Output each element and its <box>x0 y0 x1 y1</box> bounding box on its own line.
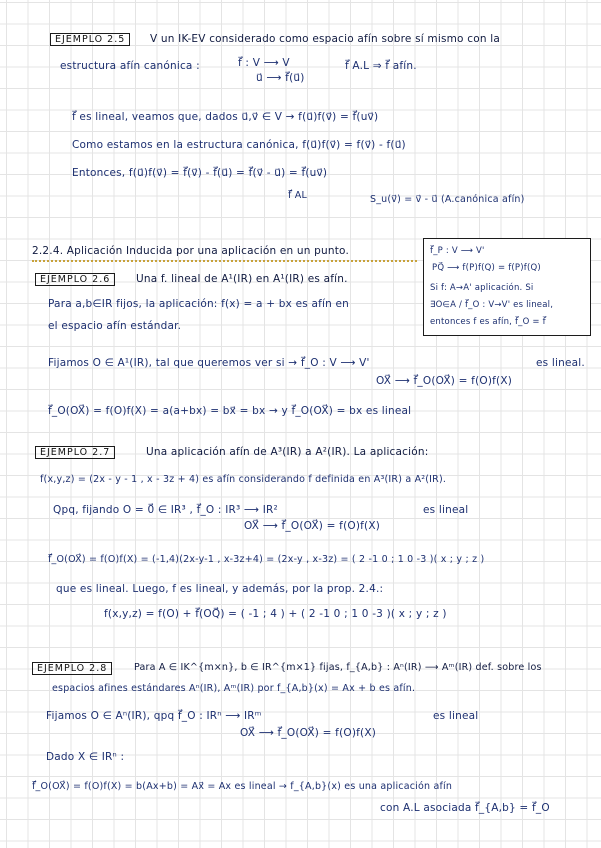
example-2-8-line-7: con A.L asociada f⃗_{A,b} = f⃗_O <box>380 802 550 814</box>
definition-text-3: entonces f es afín, f⃗_O = f⃗ <box>430 317 546 327</box>
example-2-5-line-5: Como estamos en la estructura canónica, f(u⃗)f(v⃗) = f(v⃗) - f(u⃗) <box>72 139 406 151</box>
example-2-7-lineal-note: es lineal <box>423 504 469 516</box>
example-2-8-line-3: Fijamos O ∈ Aⁿ(IR), qpq f⃗_O : IRⁿ ⟶ IRᵐ <box>46 710 262 722</box>
example-2-5-map-def: f⃗ : V ⟶ V <box>238 57 290 69</box>
example-2-8-line-2: espacios afines estándares Aⁿ(IR), Aᵐ(IR) por f_{A,b}(x) = Ax + b es afín. <box>52 683 416 694</box>
example-2-8-line-1: Para A ∈ IK^{m×n}, b ∈ IR^{m×1} fijas, f_{A,b} : Aⁿ(IR) ⟶ Aᵐ(IR) def. sobre los <box>134 662 542 673</box>
definition-rule: PQ⃗ ⟶ f(P)f(Q) = f(P)f(Q) <box>432 263 541 273</box>
example-2-6-line-6: f⃗_O(OX⃗) = f(O)f(X) = a(a+bx) = bx⃗ = bx → y f⃗_O(OX⃗) = bx es lineal <box>48 405 412 417</box>
example-2-6-lineal-note: es lineal. <box>536 357 585 369</box>
example-2-5-implication: f⃗ A.L ⇒ f⃗ afín. <box>345 60 417 72</box>
example-2-8-line-6: f⃗_O(OX⃗) = f(O)f(X) = b(Ax+b) = Ax⃗ = Ax es lineal → f_{A,b}(x) es una aplicación afín <box>32 781 453 792</box>
example-2-7-line-3: Qpq, fijando O = 0⃗ ∈ IR³ , f⃗_O : IR³ ⟶ IR² <box>53 504 278 516</box>
example-2-6-label: EJEMPLO 2.6 <box>35 273 115 286</box>
example-2-8-line-5: Dado X ∈ IRⁿ : <box>46 751 125 763</box>
definition-text-2: ∃O∈A / f⃗_O : V→V' es lineal, <box>430 300 554 310</box>
example-2-5-label: EJEMPLO 2.5 <box>50 33 130 46</box>
example-2-7-label: EJEMPLO 2.7 <box>35 446 115 459</box>
example-2-5-line-2a: estructura afín canónica : <box>60 60 200 72</box>
section-2-2-4-title: 2.2.4. Aplicación Inducida por una aplicación en un punto. <box>32 245 350 257</box>
example-2-5-line-6: Entonces, f(u⃗)f(v⃗) = f⃗(v⃗) - f⃗(u⃗) = f⃗(v⃗ - u⃗) = f⃗(uv⃗) <box>72 167 328 179</box>
example-2-7-line-5: f⃗_O(OX⃗) = f(O)f(X) = (-1,4)(2x-y-1 , x-3z+4) = (2x-y , x-3z) = ( 2 -1 0 ; 1 0 -3 )( x ; y ; z ) <box>48 554 485 565</box>
section-title-underline <box>32 260 417 262</box>
example-2-6-line-2: Para a,b∈IR fijos, la aplicación: f(x) = a + bx es afín en <box>48 298 349 310</box>
example-2-5-line-4: f⃗ es lineal, veamos que, dados u⃗,v⃗ ∈ V → f(u⃗)f(v⃗) = f⃗(uv⃗) <box>72 111 379 123</box>
example-2-7-line-7: f(x,y,z) = f(O) + f⃗(OQ⃗) = ( -1 ; 4 ) + ( 2 -1 0 ; 1 0 -3 )( x ; y ; z ) <box>104 608 447 620</box>
example-2-7-line-4: OX⃗ ⟶ f⃗_O(OX⃗) = f(O)f(X) <box>244 520 381 532</box>
example-2-5-note-al: f⃗ AL <box>288 190 307 201</box>
example-2-7-line-6: que es lineal. Luego, f es lineal, y además, por la prop. 2.4.: <box>56 583 384 595</box>
example-2-5-line-1: V un IK-EV considerado como espacio afín sobre sí mismo con la <box>150 33 500 45</box>
example-2-6-line-1: Una f. lineal de A¹(IR) en A¹(IR) es afín. <box>136 273 348 285</box>
definition-map: f⃗_P : V ⟶ V' <box>430 246 485 256</box>
example-2-8-line-4: OX⃗ ⟶ f⃗_O(OX⃗) = f(O)f(X) <box>240 727 377 739</box>
example-2-6-line-3: el espacio afín estándar. <box>48 320 182 332</box>
example-2-8-lineal-note: es lineal <box>433 710 479 722</box>
definition-text-1: Si f: A→A' aplicación. Si <box>430 283 534 293</box>
example-2-7-line-1: Una aplicación afín de A³(IR) a A²(IR). La aplicación: <box>146 446 429 458</box>
example-2-7-line-2: f(x,y,z) = (2x - y - 1 , x - 3z + 4) es afín considerando f definida en A³(IR) a A²(IR). <box>40 474 447 485</box>
example-2-5-map-rule: u⃗ ⟶ f⃗(u⃗) <box>256 72 305 84</box>
example-2-6-line-5: OX⃗ ⟶ f⃗_O(OX⃗) = f(O)f(X) <box>376 375 513 387</box>
example-2-5-note-canonica: S_u(v⃗) = v⃗ - u⃗ (A.canónica afín) <box>370 194 525 205</box>
example-2-6-line-4: Fijamos O ∈ A¹(IR), tal que queremos ver si → f⃗_O : V ⟶ V' <box>48 357 370 369</box>
example-2-8-label: EJEMPLO 2.8 <box>32 662 112 675</box>
